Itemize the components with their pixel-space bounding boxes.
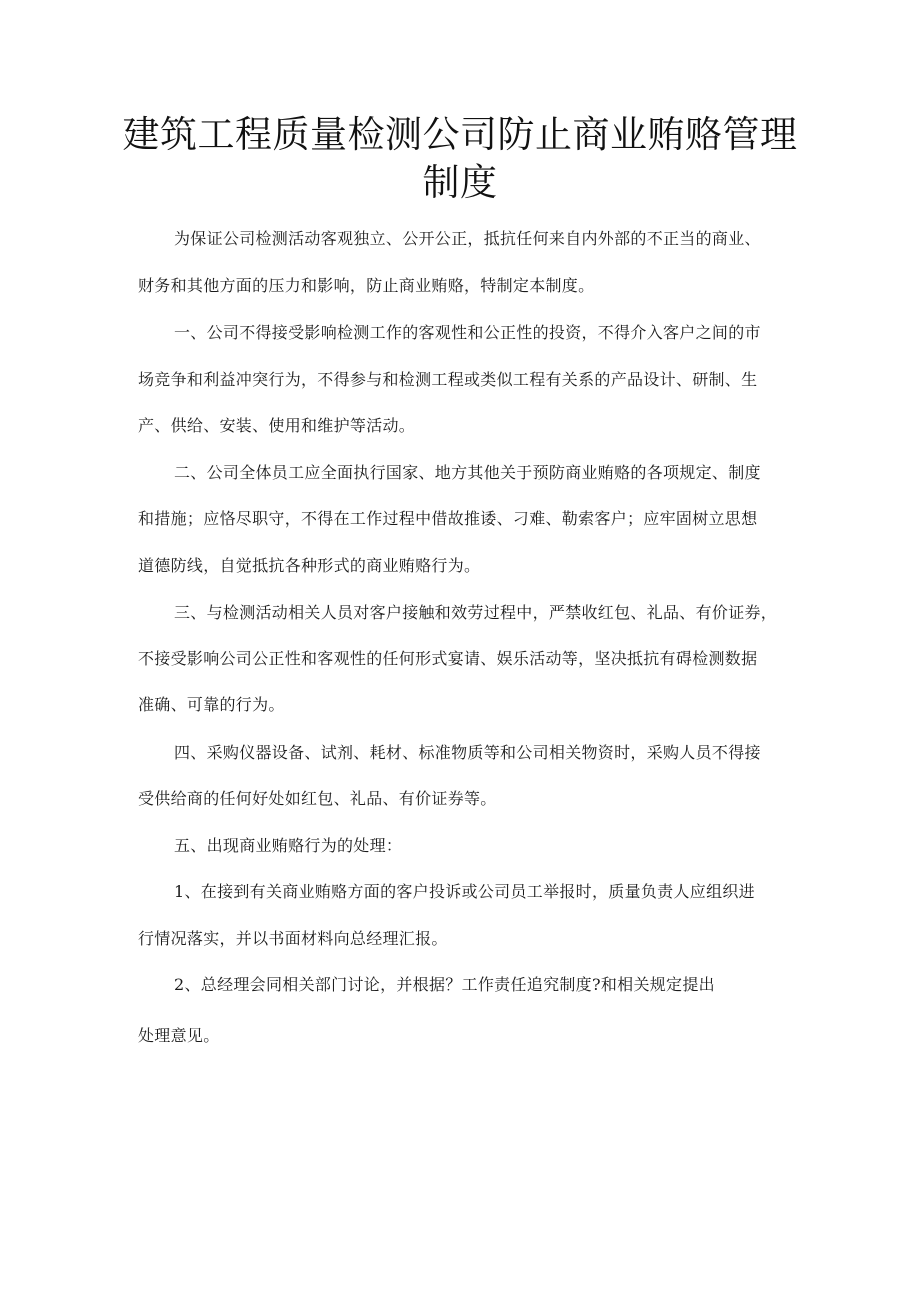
- paragraph-7-line-1: 1、在接到有关商业贿赂方面的客户投诉或公司员工举报时，质量负责人应组织进: [174, 882, 755, 901]
- paragraph-5-line-1: 四、采购仪器设备、试剂、耗材、标准物质等和公司相关物资时，采购人员不得接: [174, 743, 761, 762]
- document-title-line-2: 制度: [422, 161, 498, 204]
- paragraph-7-line-2: 行情况落实，并以书面材料向总经理汇报。: [138, 929, 448, 948]
- paragraph-3-line-1: 二、公司全体员工应全面执行国家、地方其他关于预防商业贿赂的各项规定、制度: [174, 463, 761, 482]
- paragraph-6-line-1: 五、出现商业贿赂行为的处理：: [174, 836, 403, 855]
- paragraph-4-line-2: 不接受影响公司公正性和客观性的任何形式宴请、娱乐活动等，坚决抵抗有碍检测数据: [138, 649, 758, 668]
- paragraph-8-line-2: 处理意见。: [138, 1026, 220, 1045]
- paragraph-2-line-1: 一、公司不得接受影响检测工作的客观性和公正性的投资，不得介入客户之间的市: [174, 323, 761, 342]
- paragraph-8-line-1: 2、总经理会同相关部门讨论，并根据？工作责任追究制度?和相关规定提出: [174, 975, 715, 994]
- paragraph-5-line-2: 受供给商的任何好处如红包、礼品、有价证券等。: [138, 789, 497, 808]
- paragraph-2-line-2: 场竞争和利益冲突行为，不得参与和检测工程或类似工程有关系的产品设计、研制、生: [138, 370, 758, 389]
- paragraph-3-line-2: 和措施；应恪尽职守，不得在工作过程中借故推诿、刁难、勒索客户；应牢固树立思想: [138, 509, 758, 528]
- paragraph-4-line-1: 三、与检测活动相关人员对客户接触和效劳过程中，严禁收红包、礼品、有价证券，: [174, 603, 778, 622]
- paragraph-2-line-3: 产、供给、安装、使用和维护等活动。: [138, 416, 416, 435]
- paragraph-1-line-2: 财务和其他方面的压力和影响，防止商业贿赂，特制定本制度。: [138, 276, 595, 295]
- paragraph-1-line-1: 为保证公司检测活动客观独立、公开公正，抵抗任何来自内外部的不正当的商业、: [174, 229, 761, 248]
- paragraph-3-line-3: 道德防线，自觉抵抗各种形式的商业贿赂行为。: [138, 556, 481, 575]
- document-title-line-1: 建筑工程质量检测公司防止商业贿赂管理: [122, 113, 798, 156]
- paragraph-4-line-3: 准确、可靠的行为。: [138, 695, 285, 714]
